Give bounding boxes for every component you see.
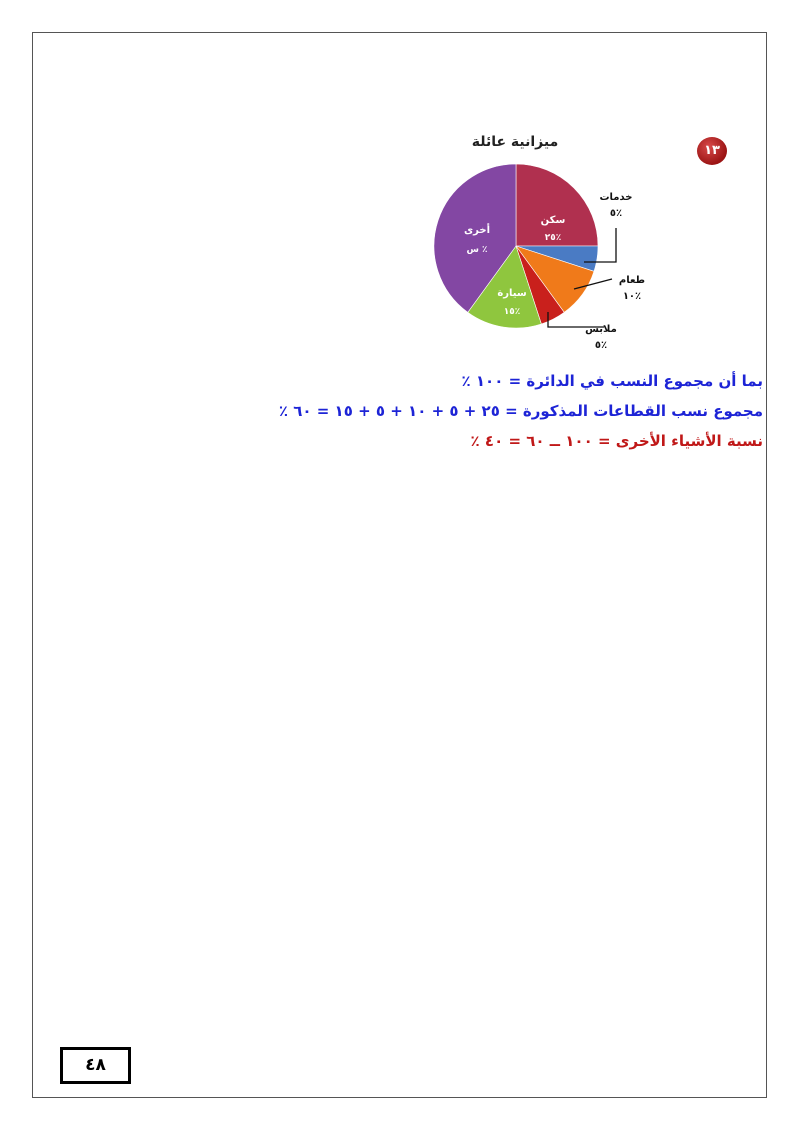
label-services: خدمات ٥٪ xyxy=(599,192,633,219)
question-number-badge: ١٣ xyxy=(697,137,727,165)
slice-label-other-name: أخرى xyxy=(463,225,491,236)
slice-label-housing-name: سكن xyxy=(540,215,566,226)
slice-label-housing-value: ٢٥٪ xyxy=(544,233,562,243)
solution-line-3: نسبة الأشياء الأخرى = ١٠٠ ــ ٦٠ = ٤٠ ٪ xyxy=(470,432,763,450)
page-number: ٤٨ xyxy=(60,1047,131,1084)
solution-line-1: بما أن مجموع النسب في الدائرة = ١٠٠ ٪ xyxy=(461,372,763,390)
slice-label-other-value: س ٪ xyxy=(466,245,488,255)
chart-title: ميزانية عائلة xyxy=(471,134,559,150)
slice-label-car-name: سيارة xyxy=(497,288,527,299)
solution-line-2: مجموع نسب القطاعات المذكورة = ٢٥ + ٥ + ١٠ + ٥ + ١٥ = ٦٠ ٪ xyxy=(278,402,763,420)
label-food: طعام ١٠٪ xyxy=(618,275,646,302)
label-clothes: ملابس ٥٪ xyxy=(585,324,617,351)
pie-chart xyxy=(430,160,620,330)
page-border xyxy=(32,32,767,1098)
slice-label-car-value: ١٥٪ xyxy=(503,307,521,317)
